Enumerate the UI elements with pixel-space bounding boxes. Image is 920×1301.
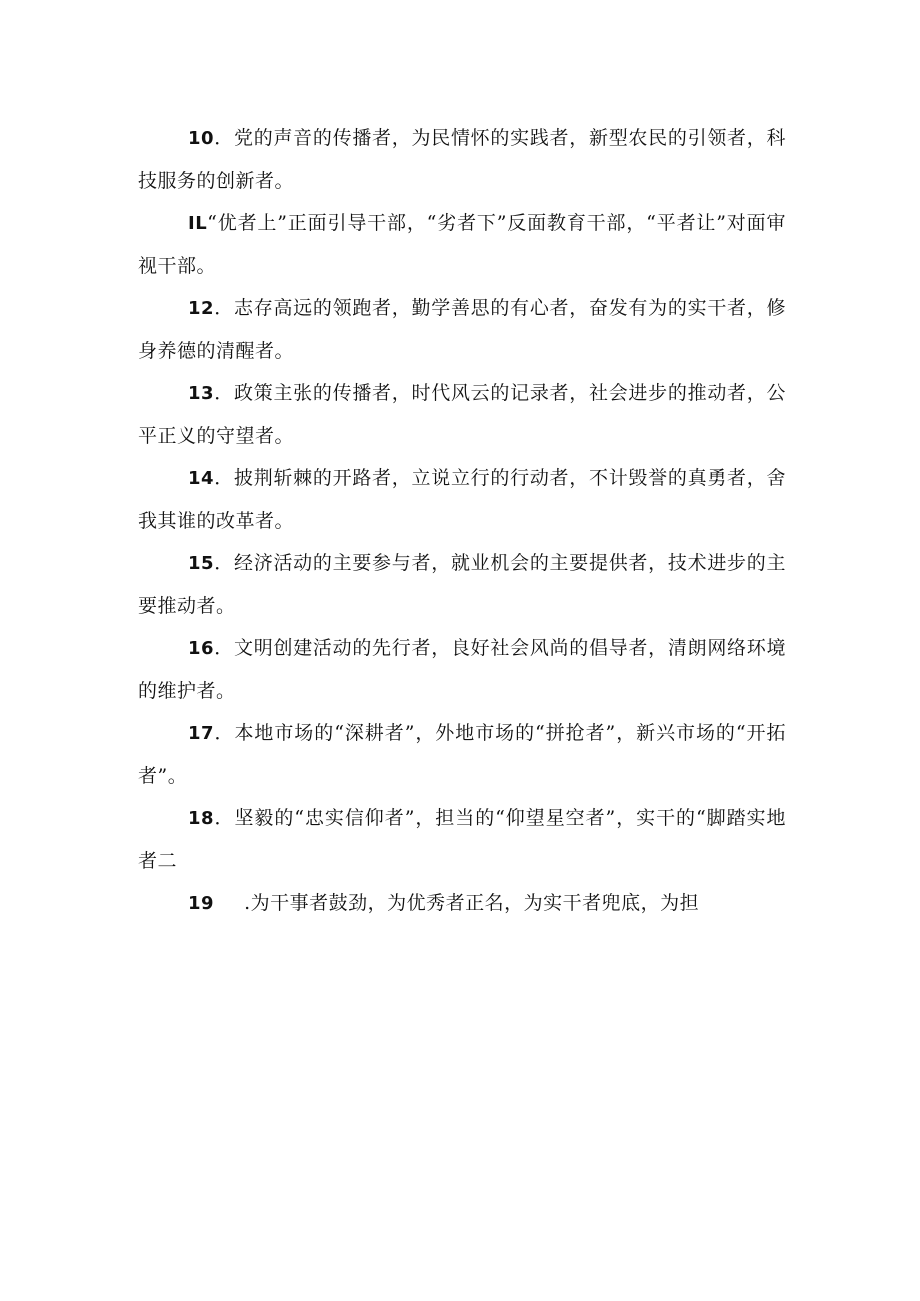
item-text: ．党的声音的传播者，为民情怀的实践者，新型农民的引领者，科技服务的创新者。 [138,127,786,192]
list-item [138,372,786,457]
item-number: 19 [188,893,215,914]
item-number: 12 [188,298,215,319]
item-text: ．经济活动的主要参与者，就业机会的主要提供者，技术进步的主要推动者。 [138,552,786,617]
item-number: IL [188,213,208,234]
item-text: .为干事者鼓劲，为优秀者正名，为实干者兜底，为担 [244,892,700,914]
item-number: 15 [188,553,215,574]
list-item [138,797,786,882]
item-number: 10 [188,128,215,149]
list-item [138,882,786,925]
item-number: 18 [188,808,215,829]
item-text: “优者上”正面引导干部，“劣者下”反面教育干部，“平者让”对面审视干部。 [138,212,786,277]
item-number: 14 [188,468,215,489]
list-item [138,542,786,627]
item-text: ．文明创建活动的先行者，良好社会风尚的倡导者，清朗网络环境的维护者。 [138,637,786,702]
document-body [138,117,786,925]
list-item [138,457,786,542]
item-text: ．志存高远的领跑者，勤学善思的有心者，奋发有为的实干者，修身养德的清醒者。 [138,297,786,362]
item-text: ．坚毅的“忠实信仰者”，担当的“仰望星空者”，实干的“脚踏实地者二 [138,807,786,872]
item-text: ．披荆斩棘的开路者，立说立行的行动者，不计毁誉的真勇者，舍我其谁的改革者。 [138,467,786,532]
item-text: ．政策主张的传播者，时代风云的记录者，社会进步的推动者，公平正义的守望者。 [138,382,786,447]
item-number: 13 [188,383,215,404]
item-number: 17 [188,723,215,744]
item-text: ．本地市场的“深耕者”，外地市场的“拼抢者”，新兴市场的“开拓者”。 [138,722,786,787]
list-item [138,712,786,797]
list-item [138,627,786,712]
item-number: 16 [188,638,215,659]
list-item [138,287,786,372]
list-item [138,117,786,202]
list-item [138,202,786,287]
